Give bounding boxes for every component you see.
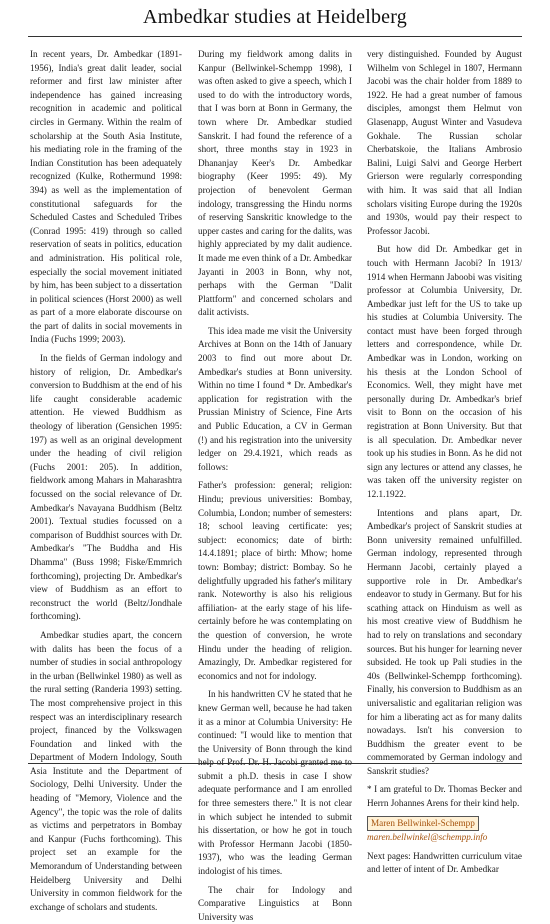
paragraph: Ambedkar studies apart, the concern with dalits has been the focus of a number of studies in social anthropology in the urban (Bellwinkel 1980) as well as the rural setting (Randeria 1993) setting. The most comprehensive project in this respect was an interdisciplinary research project, financed by the Volkswagen Foundation and linked with the Department of Modern Indology, South Asia Institute and the Department of Sociology, Delhi University. Under the heading of "Memory, Violence and the Agency", the topic was the role of dalits as victims and perpetrators in Bombay and Kanpur (Fuchs forthcoming). This project set an example for the Memorandum of Understanding between Heidelberg University and Delhi University in common fieldwork for the exchange of scholars and students. — [30, 629, 182, 912]
bottom-rule — [28, 763, 522, 764]
paragraph: Intentions and plans apart, Dr. Ambedkar's project of Sanskrit studies at Bonn university remained unfulfilled. German indology, represented through Hermann Jacobi, certainly played a supportive role in Dr. Ambedkar's endeavor to study in Germany. But for his scathing attack on Hinduism as well as his most creative view of Buddhism he had to rely on translations and secondary sources. But his hunger for learning never subsided. He took up Pali studies in the 40s (Bellwinkel-Schempp forthcoming). Finally, his conversion to Buddhism as an universalistic and egalitarian religion was for him a liberating act as for many dalits nowadays. Isn't his conversion to Buddhism the greater event to be commemorated by German indology and Sanskrit studies? — [367, 507, 522, 776]
paragraph: This idea made me visit the University Archives at Bonn on the 14th of January 2003 to find out more about Dr. Ambedkar's studies at Bonn university. Within no time I found * Dr. Ambedkar's application for registration with the Prussian Ministry of Science, Fine Arts and Public Education, a CV in German (!) and his registration into the university ledger on 29.4.1921, which reads as follows: — [198, 325, 352, 472]
registration-entry: Father's profession: general; religion: Hindu; previous universities: Bombay, Columbia, London; number of semesters: 18; school leaving certificate: yes; subject: economics; date of birth: 14.4.1891; place of birth: Mhow; home town: Bombay; district: Bombay. So he delightfully upgraded his father's military rank. Noteworthy is also his religious affiliation- at the early stage of his life- certainly before he was contemplating on the question of conversion, he wrote Hindu under the heading of religion. Amazingly, Dr. Ambedkar registered for economics and not for indology. — [198, 480, 352, 681]
author-block — [367, 816, 522, 845]
paragraph: In the fields of German indology and history of religion, Dr. Ambedkar's conversion to Buddhism at the end of his life caught considerable academic attention. He viewed Buddhism as theology of liberation (Gensichen 1995: 197) as well as an original development under the heading of civil religion (Fuchs 2001: 205). In addition, fieldwork among Mahars in Maharashtra focussed on the social relevance of Dr. Ambedkar's Navayana Buddhism (Beltz 2001). Textual studies focussed on a comparison of Buddhist sources with Dr. Ambedkar's "The Buddha and His Dhamma" (Buss 1998; Fiske/Emmrich forthcoming), projecting Dr. Ambedkar's view of Buddhism as an effort to reconstruct the world (Beltz/Jondhale forthcoming). — [30, 353, 182, 622]
paragraph: But how did Dr. Ambedkar get in touch with Hermann Jacobi? In 1913/ 1914 when Hermann Jaboobi was visiting professor at Columbia University, Dr. Ambedkar just left for the US to take up his studies at Columbia University. The contact must have been forged through letters and correspondence, while Dr. Ambedkar was in London, working on his thesis at the London School of Economics. Well, they might have met personally during Dr. Ambedkar's brief visit to Bonn on the occasion of his registration at Bonn University. But that is all speculation. Dr. Ambedkar never took up his studies in Bonn. As he did not sign any lectures or attend any classes, he was taken off the university register on 12.1.1922. — [367, 244, 522, 499]
paragraph: During my fieldwork among dalits in Kanpur (Bellwinkel-Schempp 1998), I was often asked to give a speech, which I used to do with the introductory words, that I was born at Bonn in Germany, the town where Dr. Ambedkar studied Sanskrit. I had found the reference of a short, three months stay in 1923 in Dhananjay Keer's Dr. Ambedkar biography (Keer 1995: 49). My projection of benevolent German indology, transgressing the Hindu norms of reserving Sanskritic knowledge to the upper castes and caring for the dalits, was highly appreciated by my dalit audience. It made me even think of a Dr. Ambedkar Jayanti in 2003 in Bonn, why not, perhaps with the German "Dalit Plattform" and concerned scholars and dalit activists. — [198, 49, 352, 318]
top-rule — [28, 36, 522, 37]
author-name: Maren Bellwinkel-Schempp — [367, 816, 479, 832]
paragraph: The chair for Indology and Comparative Linguistics at Bonn University was — [198, 884, 352, 922]
column-2 — [198, 48, 352, 922]
page-title: Ambedkar studies at Heidelberg — [143, 6, 407, 28]
column-1 — [30, 48, 182, 912]
paragraph: very distinguished. Founded by August Wilhelm von Schlegel in 1807, Hermann Jacobi was the chair holder from 1889 to 1922. He had a great number of famous disciples, amongst them Helmut von Glasenapp, August Winter and Vasudeva Gokhale. The Russian scholar Cherbatskoie, the Italians Ambrosio Balini, Luigi Salvi and George Herbert Grierson were regularly corresponding with him. It was said that all Indian scholars visiting Europe during the 1920s and 1930s, would pay their respect to Professor Jacobi. — [367, 49, 522, 236]
paragraph: In his handwritten CV he stated that he knew German well, because he had taken it as a minor at Columbia University: He continued: "I would like to mention that the University of Bonn through the kind help of Prof. Dr. H. Jacobi granted me to submit a ph.D. thesis in case I show adequate performance and I am enrolled for three semesters there." It is not clear in which subject he intended to submit his dissertation, or how he got in touch with Professor Hermann Jacobi (1850-1937), who was the leading German indologist of his times. — [198, 689, 352, 877]
author-email[interactable]: maren.bellwinkel@schempp.info — [367, 832, 488, 843]
footnote: * I am grateful to Dr. Thomas Becker and Herrn Johannes Arens for their kind help. — [367, 784, 522, 809]
paragraph: In recent years, Dr. Ambedkar (1891-1956), India's great dalit leader, social reformer and first law minister after independence has gained increasing recognition in academic and political circles in Germany. Within the realm of scholarship at the South Asia Institute, his mediating role in the framing of the Indian Constitution has been adequately recognized (Kulke, Rothermund 1998: 394) as well as the implementation of constitutional safeguards for the Scheduled Castes and Scheduled Tribes (Conrad 1995: 419) through so called reservation of seats in politics, education and administration. His political role, especially the social movement initiated by him, has been subject to a dissertation in political sciences (Horst 2000) as well as part of a more elaborate discourse on the part of dalits in social movements in India (Fuchs 1999; 2003). — [30, 49, 182, 345]
next-pages-note: Next pages: Handwritten curriculum vitae and letter of intent of Dr. Ambedkar — [367, 850, 522, 875]
column-3 — [367, 48, 522, 875]
